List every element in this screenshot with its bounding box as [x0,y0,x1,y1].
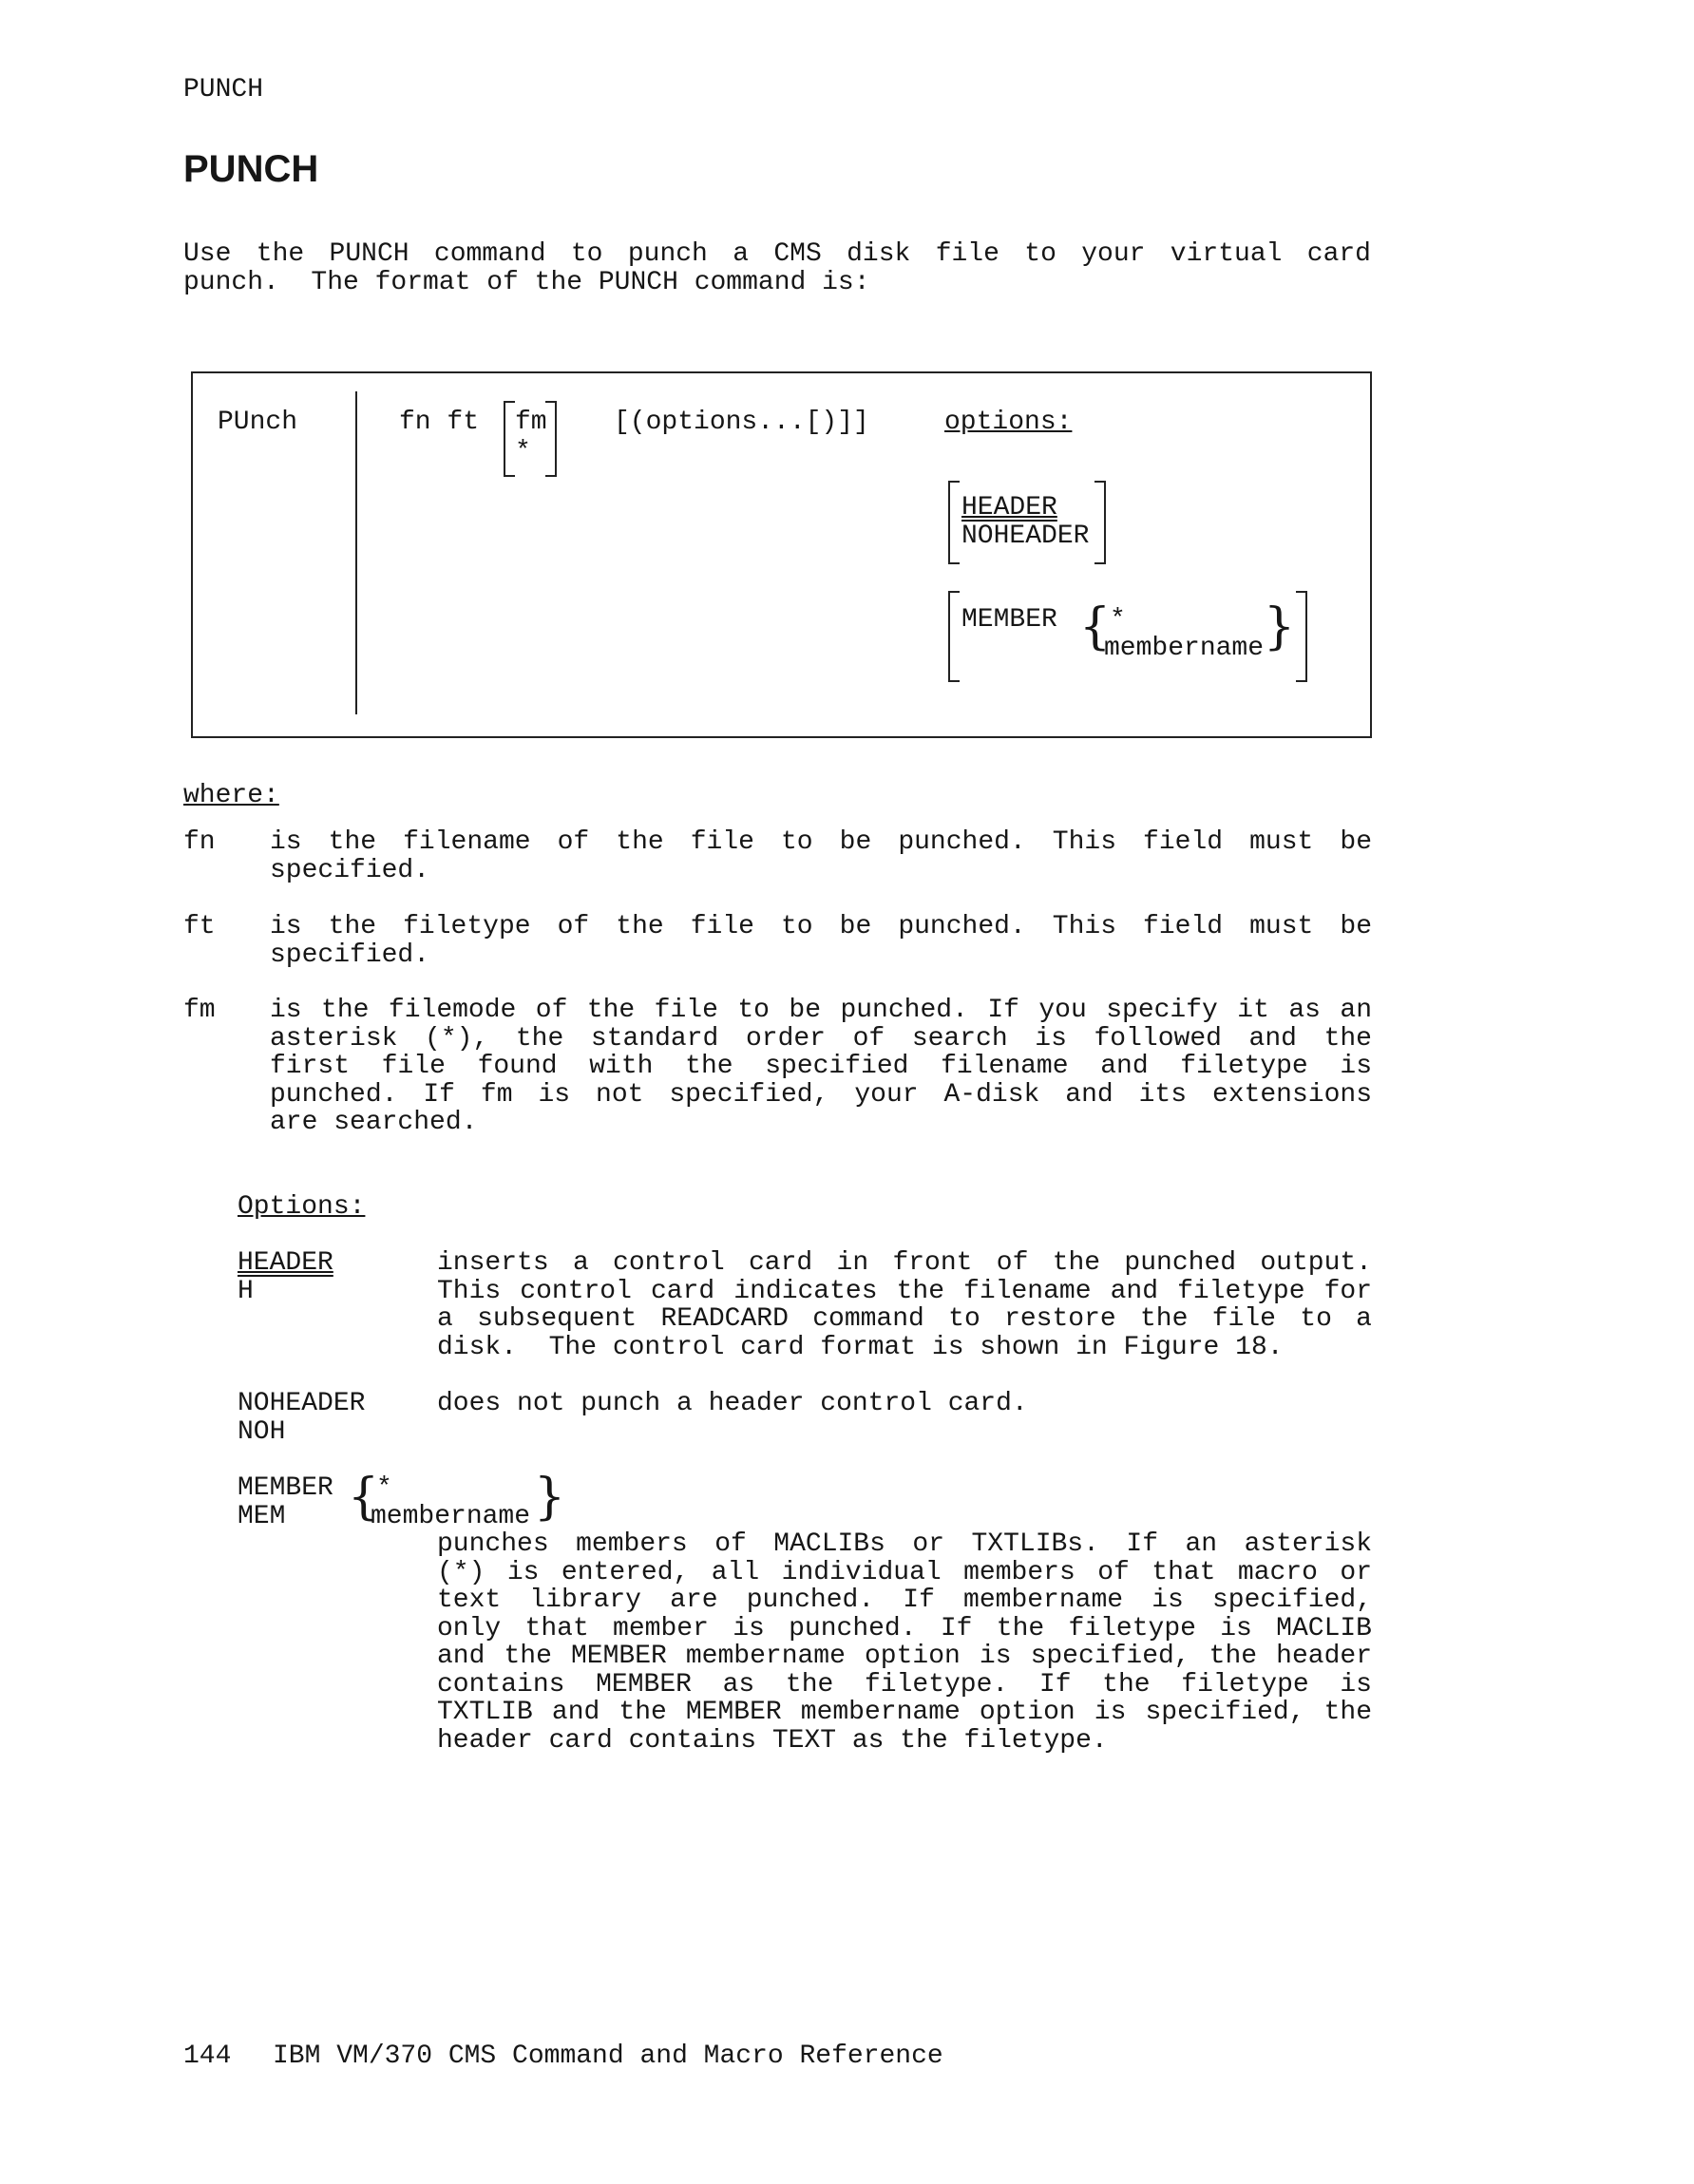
param-fm-name: fm [183,996,216,1025]
option-member-line-6: contains MEMBER as the filetype. If the filetype is [437,1670,1372,1700]
syntax-column-divider [355,391,357,714]
options-heading: Options: [238,1192,366,1222]
option-member-right-brace: } [534,1469,566,1526]
option-member-left-brace: { [348,1469,380,1526]
param-fm-line-5: are searched. [270,1108,478,1137]
running-header: PUNCH [183,75,264,104]
param-ft-line-1: is the filetype of the file to be punched. This field must be [270,912,1372,941]
option-header-line-4: disk. The control card format is shown in Figure 18. [437,1333,1284,1362]
footer-title: IBM VM/370 CMS Command and Macro Reference [273,2042,943,2071]
option-noheader-abbrev: NOH [238,1417,286,1447]
param-fn-line-1: is the filename of the file to be punched. This field must be [270,827,1372,857]
option-member-line-5: and the MEMBER membername option is specified, the header [437,1642,1372,1671]
syntax-member-keyword: MEMBER [961,605,1057,635]
syntax-options-label: options: [944,408,1073,437]
option-member-line-1: punches members of MACLIBs or TXTLIBs. If an asterisk [437,1529,1372,1559]
header-left-bracket [948,481,960,564]
option-member-line-4: only that member is punched. If the filetype is MACLIB [437,1614,1372,1643]
option-member-line-8: header card contains TEXT as the filetype. [437,1726,1108,1756]
option-member-membername: membername [371,1502,531,1531]
option-header-line-3: a subsequent READCARD command to restore the file to a [437,1304,1372,1334]
page-number: 144 [183,2042,232,2071]
syntax-fm-asterisk: * [515,437,531,466]
syntax-member-membername: membername [1104,634,1265,663]
intro-line-1: Use the PUNCH command to punch a CMS disk file to your virtual card [183,239,1371,269]
param-ft-line-2: specified. [270,940,430,970]
param-fn-line-2: specified. [270,856,430,885]
fm-left-bracket [504,401,515,477]
param-fm-line-2: asterisk (*), the standard order of search is followed and the [270,1024,1372,1054]
syntax-operands: fn ft [399,408,480,437]
syntax-member-left-brace: { [1079,598,1112,655]
option-member-name: MEMBER [238,1473,333,1503]
where-label: where: [183,781,279,810]
option-member-asterisk: * [376,1473,392,1503]
option-member-line-7: TXTLIB and the MEMBER membername option is specified, the [437,1698,1372,1727]
option-member-line-2: (*) is entered, all individual members of that macro or [437,1558,1372,1587]
syntax-noheader-option: NOHEADER [961,522,1090,551]
syntax-fm: fm [515,408,547,437]
syntax-member-asterisk: * [1110,605,1126,635]
option-header-name: HEADER [238,1248,333,1278]
fm-right-bracket [545,401,557,477]
option-header-abbrev: H [238,1277,254,1306]
option-noheader-name: NOHEADER [238,1389,366,1418]
option-noheader-line-1: does not punch a header control card. [437,1389,1028,1418]
member-right-bracket [1296,591,1307,682]
option-header-line-2: This control card indicates the filename and filetype for [437,1277,1372,1306]
option-header-line-1: inserts a control card in front of the punched output. [437,1248,1372,1278]
param-fm-line-3: first file found with the specified filename and filetype is [270,1052,1372,1081]
param-fm-line-1: is the filemode of the file to be punched. If you specify it as an [270,996,1372,1025]
header-right-bracket [1094,481,1106,564]
option-member-abbrev: MEM [238,1502,286,1531]
page-title: PUNCH [183,148,319,190]
syntax-command: PUnch [218,408,298,437]
member-left-bracket [948,591,960,682]
syntax-header-option: HEADER [961,493,1057,522]
param-ft-name: ft [183,912,216,941]
syntax-options-ref: [(options...[)]] [614,408,869,437]
intro-line-2: punch. The format of the PUNCH command is: [183,268,870,297]
param-fm-line-4: punched. If fm is not specified, your A-disk and its extensions [270,1080,1372,1110]
option-member-line-3: text library are punched. If membername is specified, [437,1586,1372,1615]
syntax-member-right-brace: } [1264,598,1296,655]
param-fn-name: fn [183,827,216,857]
